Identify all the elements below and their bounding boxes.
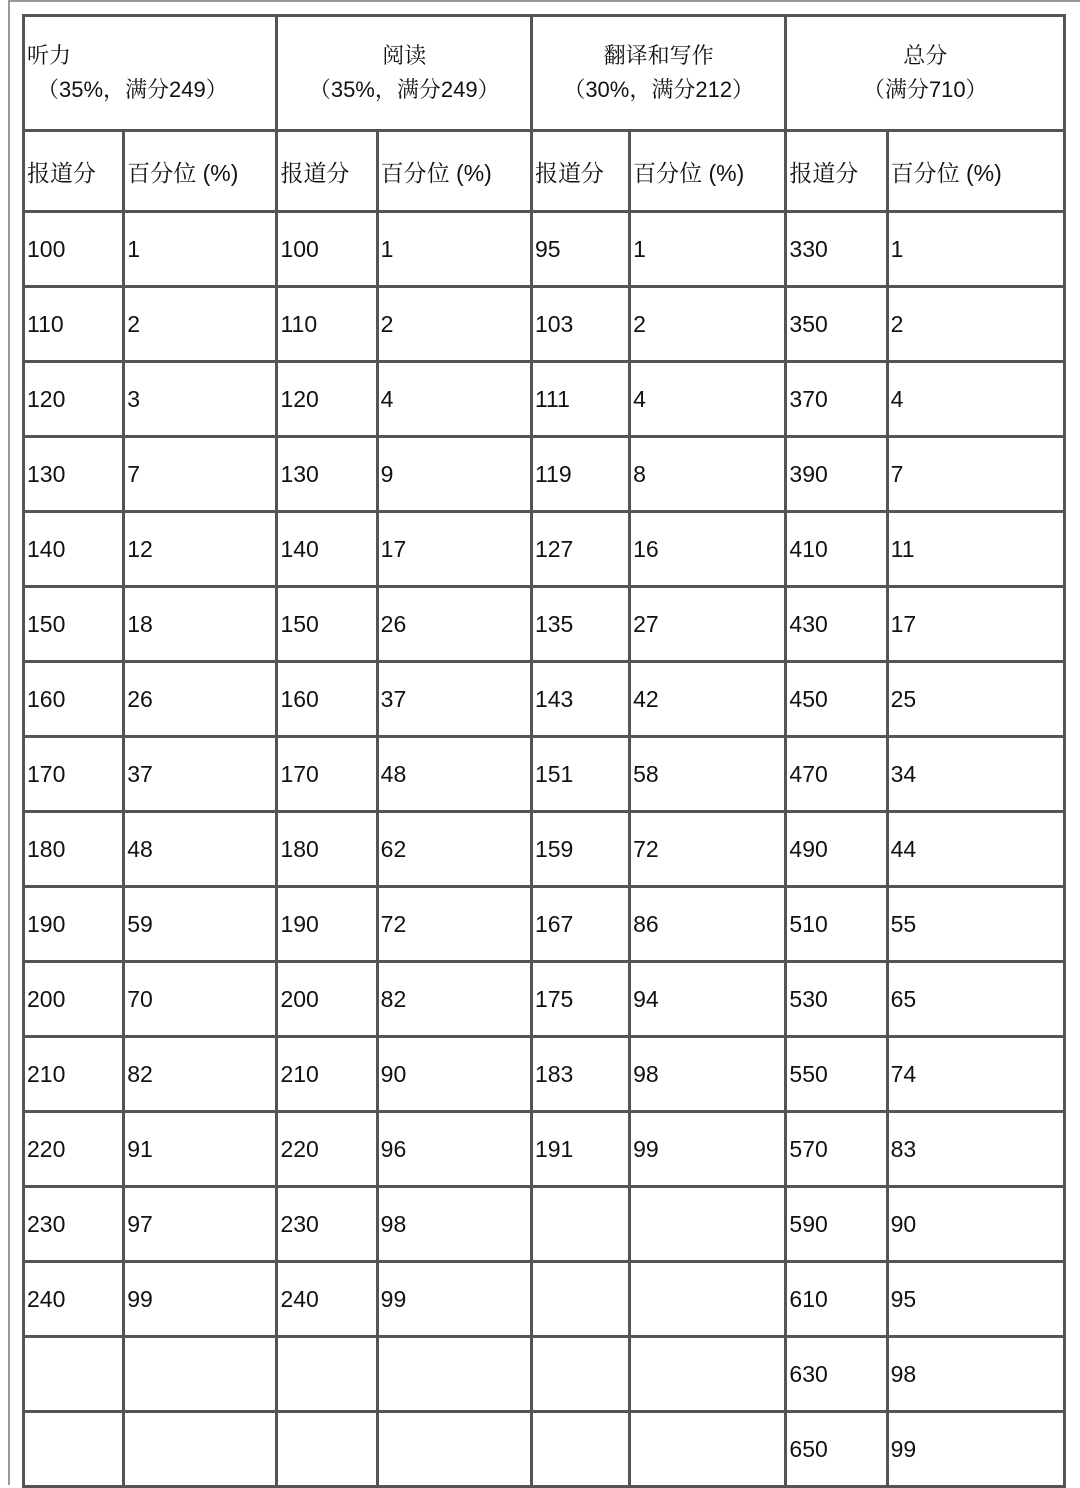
score-cell: 410 [787,513,885,585]
percentile-cell: 59 [125,888,275,960]
percentile-cell: 1 [631,213,784,285]
percentile-cell: 99 [631,1113,784,1185]
score-cell [533,1188,628,1260]
score-cell: 200 [25,963,122,1035]
section-title: 翻译和写作 [603,43,714,68]
score-cell: 220 [25,1113,122,1185]
column-header-percentile: 百分位 (%) [889,132,1063,210]
score-cell: 160 [278,663,375,735]
percentile-cell: 7 [889,438,1063,510]
column-header-percentile: 百分位 (%) [125,132,275,210]
percentile-cell: 4 [889,363,1063,435]
table-row [25,588,1063,660]
percentile-cell: 42 [631,663,784,735]
table-row [25,813,1063,885]
score-cell: 150 [278,588,375,660]
score-cell: 530 [787,963,885,1035]
percentile-cell: 99 [889,1413,1063,1485]
percentile-cell: 48 [125,813,275,885]
score-cell: 370 [787,363,885,435]
section-detail: （35%，满分249） [308,77,500,102]
percentile-cell: 2 [631,288,784,360]
score-cell: 240 [25,1263,122,1335]
score-cell: 140 [25,513,122,585]
score-cell: 95 [533,213,628,285]
table-body [25,213,1063,1485]
score-cell: 470 [787,738,885,810]
percentile-cell: 48 [379,738,530,810]
percentile-cell: 9 [379,438,530,510]
column-header-score: 报道分 [787,132,885,210]
score-cell [533,1338,628,1410]
score-cell: 510 [787,888,885,960]
score-cell: 119 [533,438,628,510]
score-cell: 111 [533,363,628,435]
percentile-cell: 96 [379,1113,530,1185]
percentile-cell: 12 [125,513,275,585]
score-cell: 130 [278,438,375,510]
table-row [25,438,1063,510]
score-percentile-table [22,14,1066,1488]
percentile-cell: 18 [125,588,275,660]
section-total [787,17,1063,129]
score-cell: 135 [533,588,628,660]
percentile-cell: 2 [889,288,1063,360]
score-cell [278,1338,375,1410]
table-row [25,1413,1063,1485]
percentile-cell: 26 [379,588,530,660]
score-cell: 220 [278,1113,375,1185]
section-detail: （30%，满分212） [563,77,755,102]
percentile-cell: 44 [889,813,1063,885]
percentile-cell: 98 [631,1038,784,1110]
table-row [25,1263,1063,1335]
percentile-cell: 7 [125,438,275,510]
percentile-cell: 82 [379,963,530,1035]
section-title: 阅读 [382,43,427,68]
section-title: 听力 [27,43,72,68]
section-detail: （35%，满分249） [37,77,228,102]
score-cell: 330 [787,213,885,285]
score-cell [25,1338,122,1410]
table-row [25,888,1063,960]
percentile-cell: 99 [125,1263,275,1335]
percentile-cell [125,1413,275,1485]
score-cell: 200 [278,963,375,1035]
score-cell: 450 [787,663,885,735]
score-cell [278,1413,375,1485]
column-header-score: 报道分 [533,132,628,210]
score-cell [533,1413,628,1485]
section-title: 总分 [903,43,948,68]
percentile-cell: 98 [379,1188,530,1260]
score-cell: 175 [533,963,628,1035]
score-cell: 120 [25,363,122,435]
score-cell: 143 [533,663,628,735]
table-row [25,288,1063,360]
score-cell: 180 [278,813,375,885]
score-cell: 650 [787,1413,885,1485]
column-header-percentile: 百分位 (%) [379,132,530,210]
score-cell: 100 [278,213,375,285]
percentile-cell: 27 [631,588,784,660]
table-row [25,963,1063,1035]
score-cell: 230 [25,1188,122,1260]
percentile-cell: 37 [379,663,530,735]
score-cell: 130 [25,438,122,510]
percentile-cell: 4 [631,363,784,435]
score-cell [533,1263,628,1335]
table-row [25,513,1063,585]
score-cell: 630 [787,1338,885,1410]
score-cell: 240 [278,1263,375,1335]
percentile-cell: 99 [379,1263,530,1335]
percentile-cell: 90 [889,1188,1063,1260]
score-cell: 170 [278,738,375,810]
table-row [25,1338,1063,1410]
percentile-cell: 65 [889,963,1063,1035]
score-cell: 120 [278,363,375,435]
score-cell: 151 [533,738,628,810]
percentile-cell [631,1188,784,1260]
percentile-cell: 1 [889,213,1063,285]
score-cell: 150 [25,588,122,660]
score-cell: 430 [787,588,885,660]
column-header-score: 报道分 [278,132,375,210]
table-row [25,738,1063,810]
percentile-cell: 8 [631,438,784,510]
percentile-cell: 26 [125,663,275,735]
percentile-cell: 82 [125,1038,275,1110]
percentile-cell: 25 [889,663,1063,735]
percentile-cell: 17 [889,588,1063,660]
score-cell: 190 [25,888,122,960]
score-cell: 167 [533,888,628,960]
percentile-cell: 83 [889,1113,1063,1185]
score-cell: 490 [787,813,885,885]
score-cell: 170 [25,738,122,810]
percentile-cell [379,1413,530,1485]
table-row [25,1188,1063,1260]
score-cell: 570 [787,1113,885,1185]
section-reading [278,17,529,129]
score-cell: 190 [278,888,375,960]
score-cell: 100 [25,213,122,285]
table-row [25,213,1063,285]
section-listening [25,17,275,129]
score-cell: 159 [533,813,628,885]
table-row [25,663,1063,735]
percentile-cell: 37 [125,738,275,810]
percentile-cell: 55 [889,888,1063,960]
score-cell: 140 [278,513,375,585]
score-cell [25,1413,122,1485]
percentile-cell [125,1338,275,1410]
percentile-cell: 4 [379,363,530,435]
percentile-cell [631,1413,784,1485]
score-cell: 103 [533,288,628,360]
percentile-cell: 86 [631,888,784,960]
percentile-cell: 1 [379,213,530,285]
percentile-cell: 94 [631,963,784,1035]
percentile-cell: 98 [889,1338,1063,1410]
column-header-percentile: 百分位 (%) [631,132,784,210]
percentile-cell: 72 [379,888,530,960]
section-detail: （满分710） [862,77,988,102]
percentile-cell: 58 [631,738,784,810]
score-cell: 110 [25,288,122,360]
table-row [25,363,1063,435]
percentile-cell: 74 [889,1038,1063,1110]
percentile-cell: 97 [125,1188,275,1260]
score-cell: 550 [787,1038,885,1110]
percentile-cell: 62 [379,813,530,885]
column-header-score: 报道分 [25,132,122,210]
percentile-cell: 2 [125,288,275,360]
table-row [25,1113,1063,1185]
percentile-cell [631,1263,784,1335]
score-cell: 610 [787,1263,885,1335]
percentile-cell: 34 [889,738,1063,810]
percentile-cell: 2 [379,288,530,360]
score-cell: 180 [25,813,122,885]
column-header-row [25,132,1063,210]
score-cell: 160 [25,663,122,735]
percentile-cell: 72 [631,813,784,885]
score-cell: 390 [787,438,885,510]
score-cell: 191 [533,1113,628,1185]
table-row [25,1038,1063,1110]
score-cell: 230 [278,1188,375,1260]
percentile-cell: 3 [125,363,275,435]
score-cell: 183 [533,1038,628,1110]
percentile-cell: 1 [125,213,275,285]
percentile-cell: 95 [889,1263,1063,1335]
score-cell: 590 [787,1188,885,1260]
percentile-cell [631,1338,784,1410]
percentile-cell [379,1338,530,1410]
score-cell: 110 [278,288,375,360]
section-translation-writing [533,17,784,129]
percentile-cell: 11 [889,513,1063,585]
percentile-cell: 91 [125,1113,275,1185]
percentile-cell: 16 [631,513,784,585]
score-cell: 210 [25,1038,122,1110]
percentile-cell: 17 [379,513,530,585]
score-cell: 210 [278,1038,375,1110]
score-cell: 127 [533,513,628,585]
score-cell: 350 [787,288,885,360]
section-header-row [25,17,1063,129]
percentile-cell: 70 [125,963,275,1035]
percentile-cell: 90 [379,1038,530,1110]
